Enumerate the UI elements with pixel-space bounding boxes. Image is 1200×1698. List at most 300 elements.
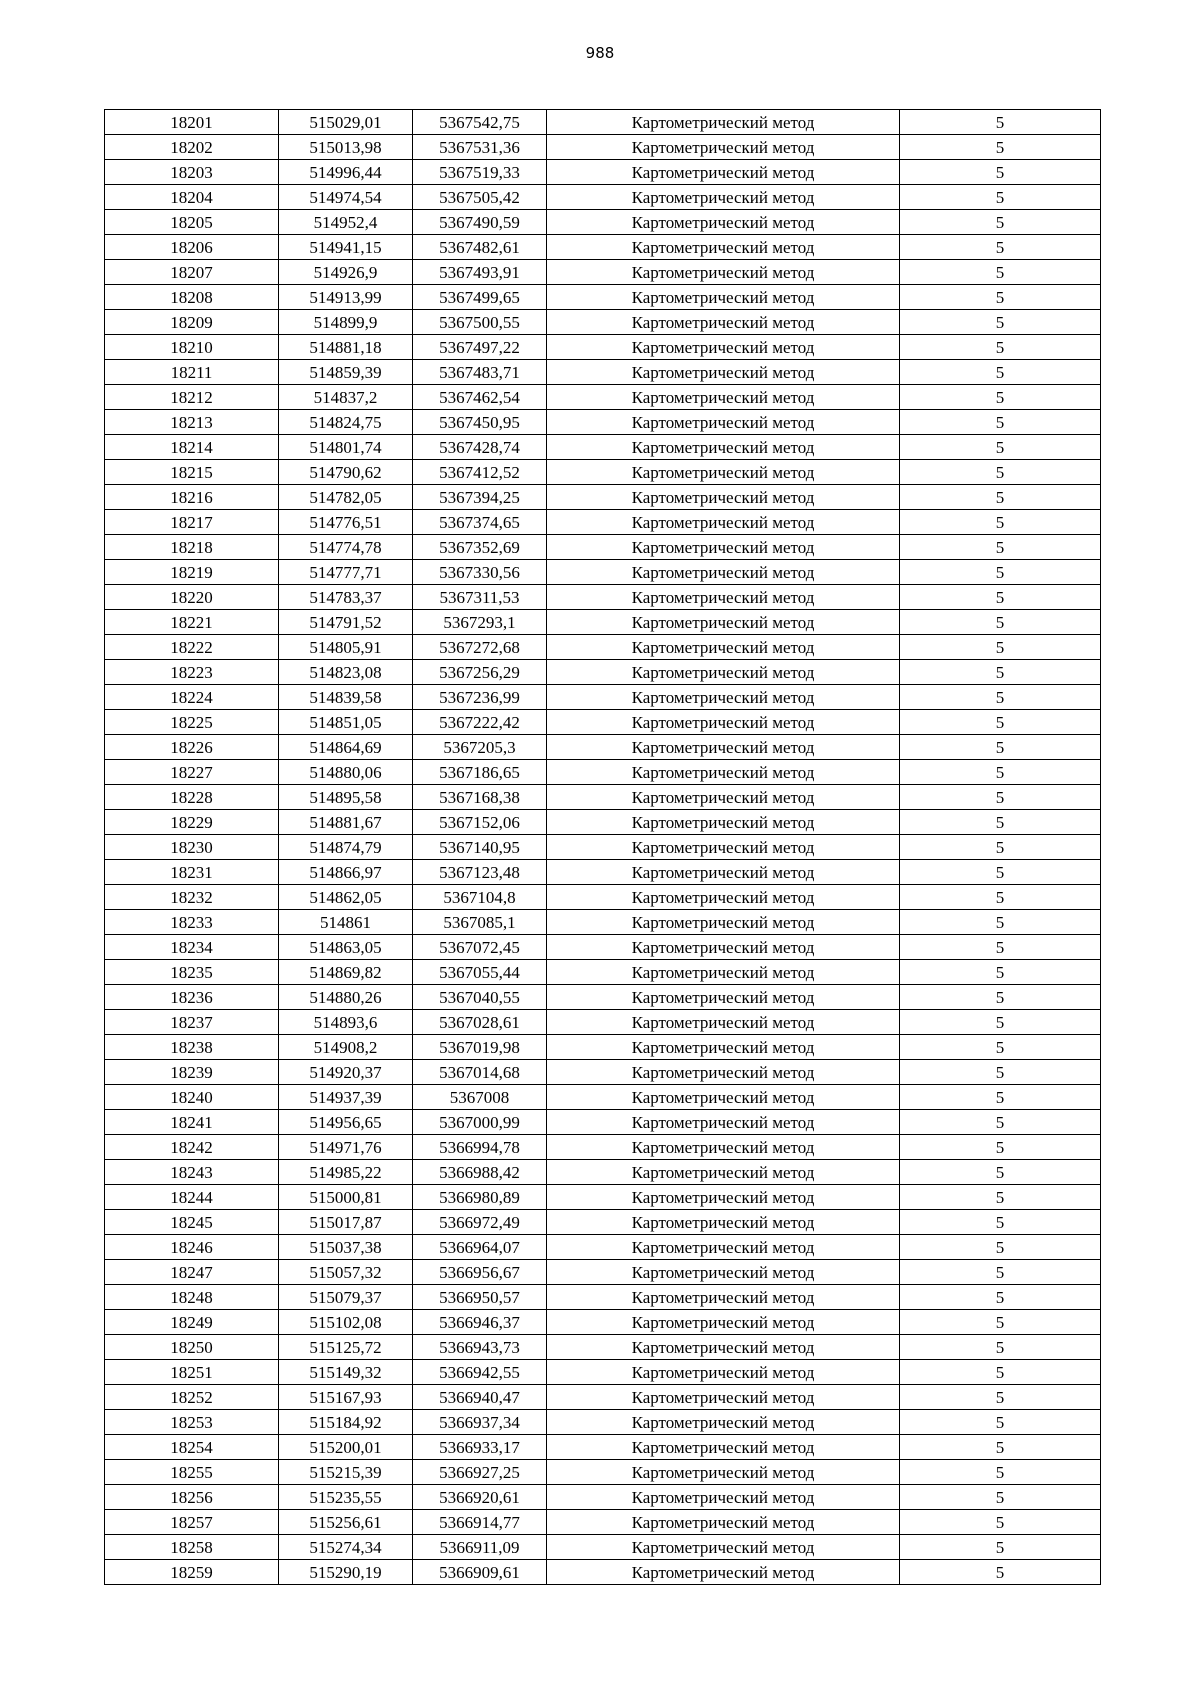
accuracy-cell: 5 xyxy=(900,385,1101,410)
method-cell: Картометрический метод xyxy=(547,685,900,710)
accuracy-cell: 5 xyxy=(900,1510,1101,1535)
point-number-cell: 18252 xyxy=(105,1385,279,1410)
method-cell: Картометрический метод xyxy=(547,660,900,685)
accuracy-cell: 5 xyxy=(900,1335,1101,1360)
x-coordinate-cell: 514956,65 xyxy=(279,1110,413,1135)
accuracy-cell: 5 xyxy=(900,1010,1101,1035)
y-coordinate-cell: 5367140,95 xyxy=(413,835,547,860)
y-coordinate-cell: 5366994,78 xyxy=(413,1135,547,1160)
method-cell: Картометрический метод xyxy=(547,935,900,960)
table-row xyxy=(105,1360,1101,1385)
point-number-cell: 18231 xyxy=(105,860,279,885)
table-row xyxy=(105,260,1101,285)
x-coordinate-cell: 515200,01 xyxy=(279,1435,413,1460)
table-row xyxy=(105,485,1101,510)
x-coordinate-cell: 515013,98 xyxy=(279,135,413,160)
y-coordinate-cell: 5367500,55 xyxy=(413,310,547,335)
y-coordinate-cell: 5367104,8 xyxy=(413,885,547,910)
y-coordinate-cell: 5367072,45 xyxy=(413,935,547,960)
method-cell: Картометрический метод xyxy=(547,310,900,335)
x-coordinate-cell: 514777,71 xyxy=(279,560,413,585)
x-coordinate-cell: 514895,58 xyxy=(279,785,413,810)
y-coordinate-cell: 5366920,61 xyxy=(413,1485,547,1510)
point-number-cell: 18222 xyxy=(105,635,279,660)
point-number-cell: 18245 xyxy=(105,1210,279,1235)
table-row xyxy=(105,1285,1101,1310)
table-row xyxy=(105,410,1101,435)
accuracy-cell: 5 xyxy=(900,885,1101,910)
accuracy-cell: 5 xyxy=(900,210,1101,235)
table-row xyxy=(105,1260,1101,1285)
x-coordinate-cell: 515079,37 xyxy=(279,1285,413,1310)
method-cell: Картометрический метод xyxy=(547,1235,900,1260)
point-number-cell: 18242 xyxy=(105,1135,279,1160)
accuracy-cell: 5 xyxy=(900,260,1101,285)
y-coordinate-cell: 5367123,48 xyxy=(413,860,547,885)
table-row xyxy=(105,1010,1101,1035)
y-coordinate-cell: 5366914,77 xyxy=(413,1510,547,1535)
point-number-cell: 18249 xyxy=(105,1310,279,1335)
method-cell: Картометрический метод xyxy=(547,1535,900,1560)
method-cell: Картометрический метод xyxy=(547,735,900,760)
method-cell: Картометрический метод xyxy=(547,560,900,585)
method-cell: Картометрический метод xyxy=(547,1135,900,1160)
accuracy-cell: 5 xyxy=(900,510,1101,535)
method-cell: Картометрический метод xyxy=(547,960,900,985)
y-coordinate-cell: 5367152,06 xyxy=(413,810,547,835)
table-row xyxy=(105,560,1101,585)
method-cell: Картометрический метод xyxy=(547,1260,900,1285)
table-row xyxy=(105,1435,1101,1460)
y-coordinate-cell: 5367040,55 xyxy=(413,985,547,1010)
x-coordinate-cell: 514908,2 xyxy=(279,1035,413,1060)
x-coordinate-cell: 514783,37 xyxy=(279,585,413,610)
x-coordinate-cell: 515215,39 xyxy=(279,1460,413,1485)
y-coordinate-cell: 5367497,22 xyxy=(413,335,547,360)
x-coordinate-cell: 514881,18 xyxy=(279,335,413,360)
method-cell: Картометрический метод xyxy=(547,510,900,535)
y-coordinate-cell: 5366964,07 xyxy=(413,1235,547,1260)
x-coordinate-cell: 514937,39 xyxy=(279,1085,413,1110)
accuracy-cell: 5 xyxy=(900,1460,1101,1485)
x-coordinate-cell: 514880,06 xyxy=(279,760,413,785)
table-row xyxy=(105,510,1101,535)
y-coordinate-cell: 5367311,53 xyxy=(413,585,547,610)
accuracy-cell: 5 xyxy=(900,710,1101,735)
method-cell: Картометрический метод xyxy=(547,585,900,610)
accuracy-cell: 5 xyxy=(900,1185,1101,1210)
x-coordinate-cell: 514823,08 xyxy=(279,660,413,685)
method-cell: Картометрический метод xyxy=(547,460,900,485)
y-coordinate-cell: 5366988,42 xyxy=(413,1160,547,1185)
method-cell: Картометрический метод xyxy=(547,1310,900,1335)
accuracy-cell: 5 xyxy=(900,1060,1101,1085)
table-row xyxy=(105,610,1101,635)
point-number-cell: 18240 xyxy=(105,1085,279,1110)
point-number-cell: 18258 xyxy=(105,1535,279,1560)
point-number-cell: 18250 xyxy=(105,1335,279,1360)
y-coordinate-cell: 5367352,69 xyxy=(413,535,547,560)
y-coordinate-cell: 5366937,34 xyxy=(413,1410,547,1435)
point-number-cell: 18236 xyxy=(105,985,279,1010)
point-number-cell: 18216 xyxy=(105,485,279,510)
y-coordinate-cell: 5367293,1 xyxy=(413,610,547,635)
method-cell: Картометрический метод xyxy=(547,1485,900,1510)
y-coordinate-cell: 5367000,99 xyxy=(413,1110,547,1135)
y-coordinate-cell: 5367394,25 xyxy=(413,485,547,510)
accuracy-cell: 5 xyxy=(900,1135,1101,1160)
table-row xyxy=(105,235,1101,260)
point-number-cell: 18224 xyxy=(105,685,279,710)
method-cell: Картометрический метод xyxy=(547,1285,900,1310)
accuracy-cell: 5 xyxy=(900,685,1101,710)
x-coordinate-cell: 514782,05 xyxy=(279,485,413,510)
point-number-cell: 18225 xyxy=(105,710,279,735)
y-coordinate-cell: 5366972,49 xyxy=(413,1210,547,1235)
method-cell: Картометрический метод xyxy=(547,485,900,510)
y-coordinate-cell: 5367531,36 xyxy=(413,135,547,160)
accuracy-cell: 5 xyxy=(900,1260,1101,1285)
x-coordinate-cell: 515029,01 xyxy=(279,110,413,135)
x-coordinate-cell: 515235,55 xyxy=(279,1485,413,1510)
table-row xyxy=(105,1085,1101,1110)
table-row xyxy=(105,335,1101,360)
method-cell: Картометрический метод xyxy=(547,1010,900,1035)
accuracy-cell: 5 xyxy=(900,460,1101,485)
y-coordinate-cell: 5367330,56 xyxy=(413,560,547,585)
accuracy-cell: 5 xyxy=(900,660,1101,685)
point-number-cell: 18257 xyxy=(105,1510,279,1535)
point-number-cell: 18204 xyxy=(105,185,279,210)
accuracy-cell: 5 xyxy=(900,1385,1101,1410)
table-row xyxy=(105,360,1101,385)
point-number-cell: 18209 xyxy=(105,310,279,335)
method-cell: Картометрический метод xyxy=(547,760,900,785)
point-number-cell: 18207 xyxy=(105,260,279,285)
table-row xyxy=(105,910,1101,935)
accuracy-cell: 5 xyxy=(900,1560,1101,1585)
method-cell: Картометрический метод xyxy=(547,185,900,210)
x-coordinate-cell: 515037,38 xyxy=(279,1235,413,1260)
method-cell: Картометрический метод xyxy=(547,860,900,885)
table-row xyxy=(105,835,1101,860)
point-number-cell: 18241 xyxy=(105,1110,279,1135)
x-coordinate-cell: 514837,2 xyxy=(279,385,413,410)
method-cell: Картометрический метод xyxy=(547,1110,900,1135)
accuracy-cell: 5 xyxy=(900,310,1101,335)
method-cell: Картометрический метод xyxy=(547,885,900,910)
y-coordinate-cell: 5367014,68 xyxy=(413,1060,547,1085)
table-row xyxy=(105,960,1101,985)
method-cell: Картометрический метод xyxy=(547,1210,900,1235)
point-number-cell: 18228 xyxy=(105,785,279,810)
point-number-cell: 18203 xyxy=(105,160,279,185)
x-coordinate-cell: 514851,05 xyxy=(279,710,413,735)
accuracy-cell: 5 xyxy=(900,1410,1101,1435)
table-row xyxy=(105,885,1101,910)
method-cell: Картометрический метод xyxy=(547,1360,900,1385)
table-row xyxy=(105,585,1101,610)
point-number-cell: 18247 xyxy=(105,1260,279,1285)
x-coordinate-cell: 514996,44 xyxy=(279,160,413,185)
point-number-cell: 18229 xyxy=(105,810,279,835)
table-row xyxy=(105,110,1101,135)
point-number-cell: 18233 xyxy=(105,910,279,935)
method-cell: Картометрический метод xyxy=(547,785,900,810)
x-coordinate-cell: 514864,69 xyxy=(279,735,413,760)
y-coordinate-cell: 5367055,44 xyxy=(413,960,547,985)
accuracy-cell: 5 xyxy=(900,935,1101,960)
table-row xyxy=(105,810,1101,835)
x-coordinate-cell: 514791,52 xyxy=(279,610,413,635)
point-number-cell: 18259 xyxy=(105,1560,279,1585)
y-coordinate-cell: 5366956,67 xyxy=(413,1260,547,1285)
y-coordinate-cell: 5367412,52 xyxy=(413,460,547,485)
table-row xyxy=(105,635,1101,660)
point-number-cell: 18213 xyxy=(105,410,279,435)
x-coordinate-cell: 514985,22 xyxy=(279,1160,413,1185)
y-coordinate-cell: 5367493,91 xyxy=(413,260,547,285)
point-number-cell: 18215 xyxy=(105,460,279,485)
method-cell: Картометрический метод xyxy=(547,235,900,260)
accuracy-cell: 5 xyxy=(900,1535,1101,1560)
y-coordinate-cell: 5366940,47 xyxy=(413,1385,547,1410)
x-coordinate-cell: 514861 xyxy=(279,910,413,935)
table-row xyxy=(105,1485,1101,1510)
accuracy-cell: 5 xyxy=(900,535,1101,560)
x-coordinate-cell: 514869,82 xyxy=(279,960,413,985)
method-cell: Картометрический метод xyxy=(547,435,900,460)
table-row xyxy=(105,1035,1101,1060)
x-coordinate-cell: 514874,79 xyxy=(279,835,413,860)
method-cell: Картометрический метод xyxy=(547,835,900,860)
table-row xyxy=(105,1560,1101,1585)
point-number-cell: 18255 xyxy=(105,1460,279,1485)
x-coordinate-cell: 514774,78 xyxy=(279,535,413,560)
table-row xyxy=(105,460,1101,485)
x-coordinate-cell: 514824,75 xyxy=(279,410,413,435)
method-cell: Картометрический метод xyxy=(547,110,900,135)
accuracy-cell: 5 xyxy=(900,1035,1101,1060)
method-cell: Картометрический метод xyxy=(547,285,900,310)
method-cell: Картометрический метод xyxy=(547,1385,900,1410)
x-coordinate-cell: 514863,05 xyxy=(279,935,413,960)
point-number-cell: 18201 xyxy=(105,110,279,135)
method-cell: Картометрический метод xyxy=(547,135,900,160)
table-row xyxy=(105,285,1101,310)
coordinates-table xyxy=(104,109,1101,1585)
point-number-cell: 18248 xyxy=(105,1285,279,1310)
y-coordinate-cell: 5367450,95 xyxy=(413,410,547,435)
x-coordinate-cell: 514974,54 xyxy=(279,185,413,210)
y-coordinate-cell: 5366942,55 xyxy=(413,1360,547,1385)
x-coordinate-cell: 514893,6 xyxy=(279,1010,413,1035)
table-row xyxy=(105,1235,1101,1260)
table-row xyxy=(105,1335,1101,1360)
table-row xyxy=(105,985,1101,1010)
y-coordinate-cell: 5367462,54 xyxy=(413,385,547,410)
point-number-cell: 18218 xyxy=(105,535,279,560)
point-number-cell: 18254 xyxy=(105,1435,279,1460)
y-coordinate-cell: 5367186,65 xyxy=(413,760,547,785)
y-coordinate-cell: 5366980,89 xyxy=(413,1185,547,1210)
y-coordinate-cell: 5367542,75 xyxy=(413,110,547,135)
page-number: 988 xyxy=(585,44,615,62)
point-number-cell: 18232 xyxy=(105,885,279,910)
accuracy-cell: 5 xyxy=(900,135,1101,160)
point-number-cell: 18219 xyxy=(105,560,279,585)
method-cell: Картометрический метод xyxy=(547,360,900,385)
table-row xyxy=(105,860,1101,885)
y-coordinate-cell: 5366927,25 xyxy=(413,1460,547,1485)
accuracy-cell: 5 xyxy=(900,1360,1101,1385)
accuracy-cell: 5 xyxy=(900,735,1101,760)
x-coordinate-cell: 514859,39 xyxy=(279,360,413,385)
accuracy-cell: 5 xyxy=(900,910,1101,935)
table-row xyxy=(105,710,1101,735)
method-cell: Картометрический метод xyxy=(547,385,900,410)
accuracy-cell: 5 xyxy=(900,235,1101,260)
x-coordinate-cell: 515000,81 xyxy=(279,1185,413,1210)
accuracy-cell: 5 xyxy=(900,1085,1101,1110)
method-cell: Картометрический метод xyxy=(547,1060,900,1085)
x-coordinate-cell: 514776,51 xyxy=(279,510,413,535)
x-coordinate-cell: 514971,76 xyxy=(279,1135,413,1160)
x-coordinate-cell: 514862,05 xyxy=(279,885,413,910)
table-row xyxy=(105,135,1101,160)
table-row xyxy=(105,660,1101,685)
point-number-cell: 18217 xyxy=(105,510,279,535)
table-row xyxy=(105,1410,1101,1435)
y-coordinate-cell: 5367008 xyxy=(413,1085,547,1110)
y-coordinate-cell: 5367428,74 xyxy=(413,435,547,460)
accuracy-cell: 5 xyxy=(900,585,1101,610)
x-coordinate-cell: 515256,61 xyxy=(279,1510,413,1535)
method-cell: Картометрический метод xyxy=(547,635,900,660)
method-cell: Картометрический метод xyxy=(547,1035,900,1060)
table-row xyxy=(105,1310,1101,1335)
y-coordinate-cell: 5366946,37 xyxy=(413,1310,547,1335)
y-coordinate-cell: 5366943,73 xyxy=(413,1335,547,1360)
point-number-cell: 18246 xyxy=(105,1235,279,1260)
point-number-cell: 18244 xyxy=(105,1185,279,1210)
y-coordinate-cell: 5367168,38 xyxy=(413,785,547,810)
point-number-cell: 18253 xyxy=(105,1410,279,1435)
method-cell: Картометрический метод xyxy=(547,1335,900,1360)
accuracy-cell: 5 xyxy=(900,435,1101,460)
accuracy-cell: 5 xyxy=(900,835,1101,860)
y-coordinate-cell: 5367482,61 xyxy=(413,235,547,260)
x-coordinate-cell: 514920,37 xyxy=(279,1060,413,1085)
y-coordinate-cell: 5367483,71 xyxy=(413,360,547,385)
y-coordinate-cell: 5367236,99 xyxy=(413,685,547,710)
point-number-cell: 18237 xyxy=(105,1010,279,1035)
y-coordinate-cell: 5367519,33 xyxy=(413,160,547,185)
method-cell: Картометрический метод xyxy=(547,160,900,185)
accuracy-cell: 5 xyxy=(900,760,1101,785)
table-row xyxy=(105,1185,1101,1210)
y-coordinate-cell: 5366911,09 xyxy=(413,1535,547,1560)
y-coordinate-cell: 5367272,68 xyxy=(413,635,547,660)
point-number-cell: 18243 xyxy=(105,1160,279,1185)
y-coordinate-cell: 5367505,42 xyxy=(413,185,547,210)
table-body xyxy=(105,110,1101,1585)
x-coordinate-cell: 514926,9 xyxy=(279,260,413,285)
point-number-cell: 18226 xyxy=(105,735,279,760)
accuracy-cell: 5 xyxy=(900,110,1101,135)
table-row xyxy=(105,1135,1101,1160)
y-coordinate-cell: 5367490,59 xyxy=(413,210,547,235)
method-cell: Картометрический метод xyxy=(547,335,900,360)
method-cell: Картометрический метод xyxy=(547,1560,900,1585)
accuracy-cell: 5 xyxy=(900,1160,1101,1185)
table-row xyxy=(105,160,1101,185)
table-row xyxy=(105,1460,1101,1485)
y-coordinate-cell: 5367256,29 xyxy=(413,660,547,685)
accuracy-cell: 5 xyxy=(900,1285,1101,1310)
accuracy-cell: 5 xyxy=(900,285,1101,310)
accuracy-cell: 5 xyxy=(900,860,1101,885)
table-row xyxy=(105,1160,1101,1185)
method-cell: Картометрический метод xyxy=(547,910,900,935)
method-cell: Картометрический метод xyxy=(547,535,900,560)
method-cell: Картометрический метод xyxy=(547,260,900,285)
table-row xyxy=(105,210,1101,235)
point-number-cell: 18235 xyxy=(105,960,279,985)
table-row xyxy=(105,1510,1101,1535)
accuracy-cell: 5 xyxy=(900,1110,1101,1135)
method-cell: Картометрический метод xyxy=(547,210,900,235)
x-coordinate-cell: 515149,32 xyxy=(279,1360,413,1385)
method-cell: Картометрический метод xyxy=(547,710,900,735)
table-row xyxy=(105,185,1101,210)
point-number-cell: 18206 xyxy=(105,235,279,260)
table-row xyxy=(105,785,1101,810)
method-cell: Картометрический метод xyxy=(547,1160,900,1185)
y-coordinate-cell: 5367499,65 xyxy=(413,285,547,310)
x-coordinate-cell: 515184,92 xyxy=(279,1410,413,1435)
point-number-cell: 18234 xyxy=(105,935,279,960)
point-number-cell: 18223 xyxy=(105,660,279,685)
x-coordinate-cell: 514801,74 xyxy=(279,435,413,460)
x-coordinate-cell: 514880,26 xyxy=(279,985,413,1010)
table-row xyxy=(105,735,1101,760)
x-coordinate-cell: 515057,32 xyxy=(279,1260,413,1285)
table-row xyxy=(105,435,1101,460)
point-number-cell: 18212 xyxy=(105,385,279,410)
accuracy-cell: 5 xyxy=(900,1485,1101,1510)
x-coordinate-cell: 514899,9 xyxy=(279,310,413,335)
accuracy-cell: 5 xyxy=(900,185,1101,210)
x-coordinate-cell: 514790,62 xyxy=(279,460,413,485)
y-coordinate-cell: 5367205,3 xyxy=(413,735,547,760)
method-cell: Картометрический метод xyxy=(547,410,900,435)
y-coordinate-cell: 5367019,98 xyxy=(413,1035,547,1060)
x-coordinate-cell: 514941,15 xyxy=(279,235,413,260)
method-cell: Картометрический метод xyxy=(547,1510,900,1535)
accuracy-cell: 5 xyxy=(900,1235,1101,1260)
y-coordinate-cell: 5366950,57 xyxy=(413,1285,547,1310)
point-number-cell: 18220 xyxy=(105,585,279,610)
point-number-cell: 18227 xyxy=(105,760,279,785)
point-number-cell: 18238 xyxy=(105,1035,279,1060)
point-number-cell: 18208 xyxy=(105,285,279,310)
y-coordinate-cell: 5367374,65 xyxy=(413,510,547,535)
y-coordinate-cell: 5366909,61 xyxy=(413,1560,547,1585)
accuracy-cell: 5 xyxy=(900,335,1101,360)
x-coordinate-cell: 515290,19 xyxy=(279,1560,413,1585)
accuracy-cell: 5 xyxy=(900,785,1101,810)
